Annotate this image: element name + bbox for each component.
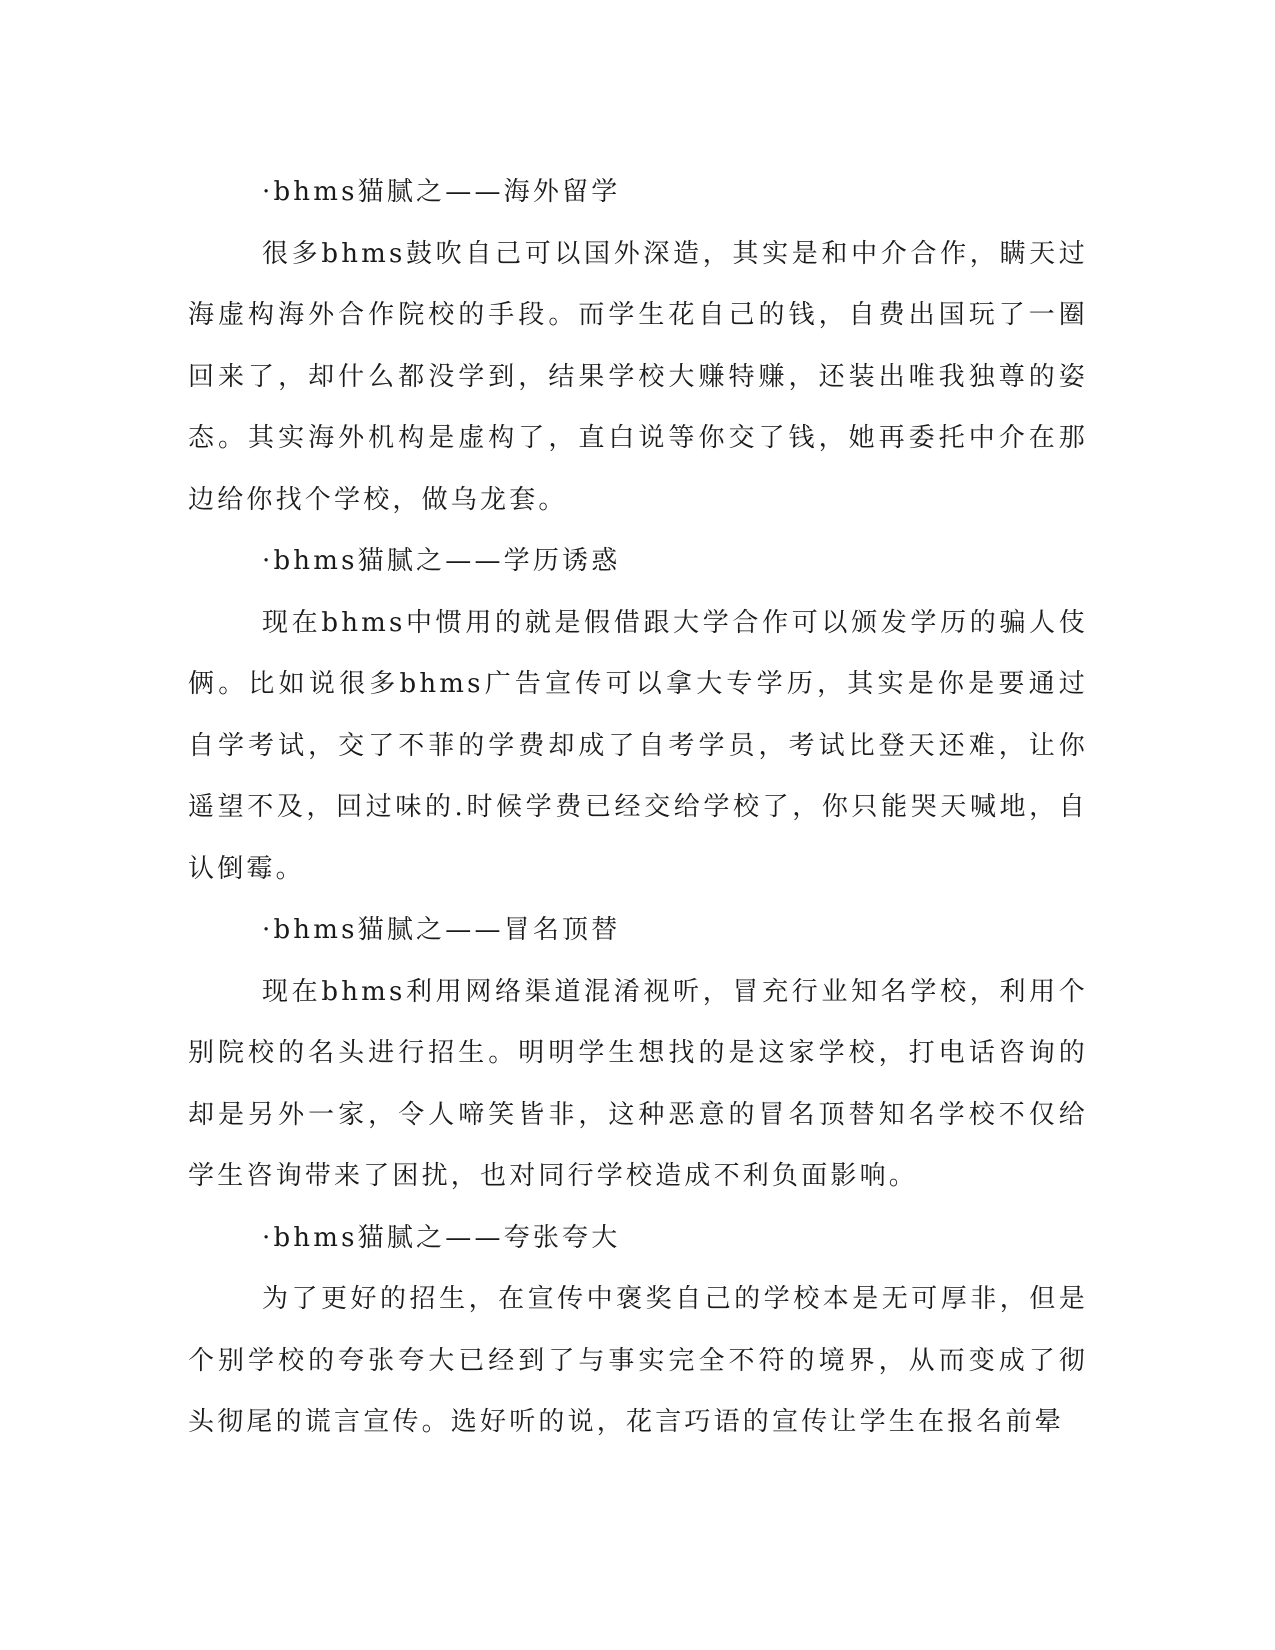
section-paragraph: 现在bhms中惯用的就是假借跟大学合作可以颁发学历的骗人伎俩。比如说很多bhms广告宣传可以拿大专学历，其实是你是要通过自学考试，交了不菲的学费却成了自考学员，考试比登天还难，让你遥望不及，回过味的.时候学费已经交给学校了，你只能哭天喊地，自认倒霉。: [188, 607, 1088, 884]
section-paragraph: 为了更好的招生，在宣传中褒奖自己的学校本是无可厚非，但是个别学校的夸张夸大已经到了与事实完全不符的境界，从而变成了彻头彻尾的谎言宣传。选好听的说，花言巧语的宣传让学生在报名前晕: [188, 1284, 1088, 1437]
section-paragraph: 很多bhms鼓吹自己可以国外深造，其实是和中介合作，瞒天过海虚构海外合作院校的手段。而学生花自己的钱，自费出国玩了一圈回来了，却什么都没学到，结果学校大赚特赚，还装出唯我独尊的姿态。其实海外机构是虚构了，直白说等你交了钱，她再委托中介在那边给你找个学校，做乌龙套。: [188, 238, 1088, 515]
section-heading: ·bhms猫腻之——冒名顶替: [262, 915, 621, 945]
section-overseas-study: [188, 162, 1088, 531]
section-heading: ·bhms猫腻之——海外留学: [262, 177, 621, 207]
document-body: [188, 162, 1088, 1454]
section-degree-temptation: [188, 531, 1088, 900]
section-heading: ·bhms猫腻之——夸张夸大: [262, 1222, 621, 1253]
section-impersonation: [188, 900, 1088, 1208]
section-heading: ·bhms猫腻之——学历诱惑: [262, 546, 621, 576]
section-paragraph: 现在bhms利用网络渠道混淆视听，冒充行业知名学校，利用个别院校的名头进行招生。明明学生想找的是这家学校，打电话咨询的却是另外一家，令人啼笑皆非，这种恶意的冒名顶替知名学校不仅给学生咨询带来了困扰，也对同行学校造成不利负面影响。: [188, 976, 1088, 1191]
section-exaggeration: [188, 1208, 1088, 1454]
